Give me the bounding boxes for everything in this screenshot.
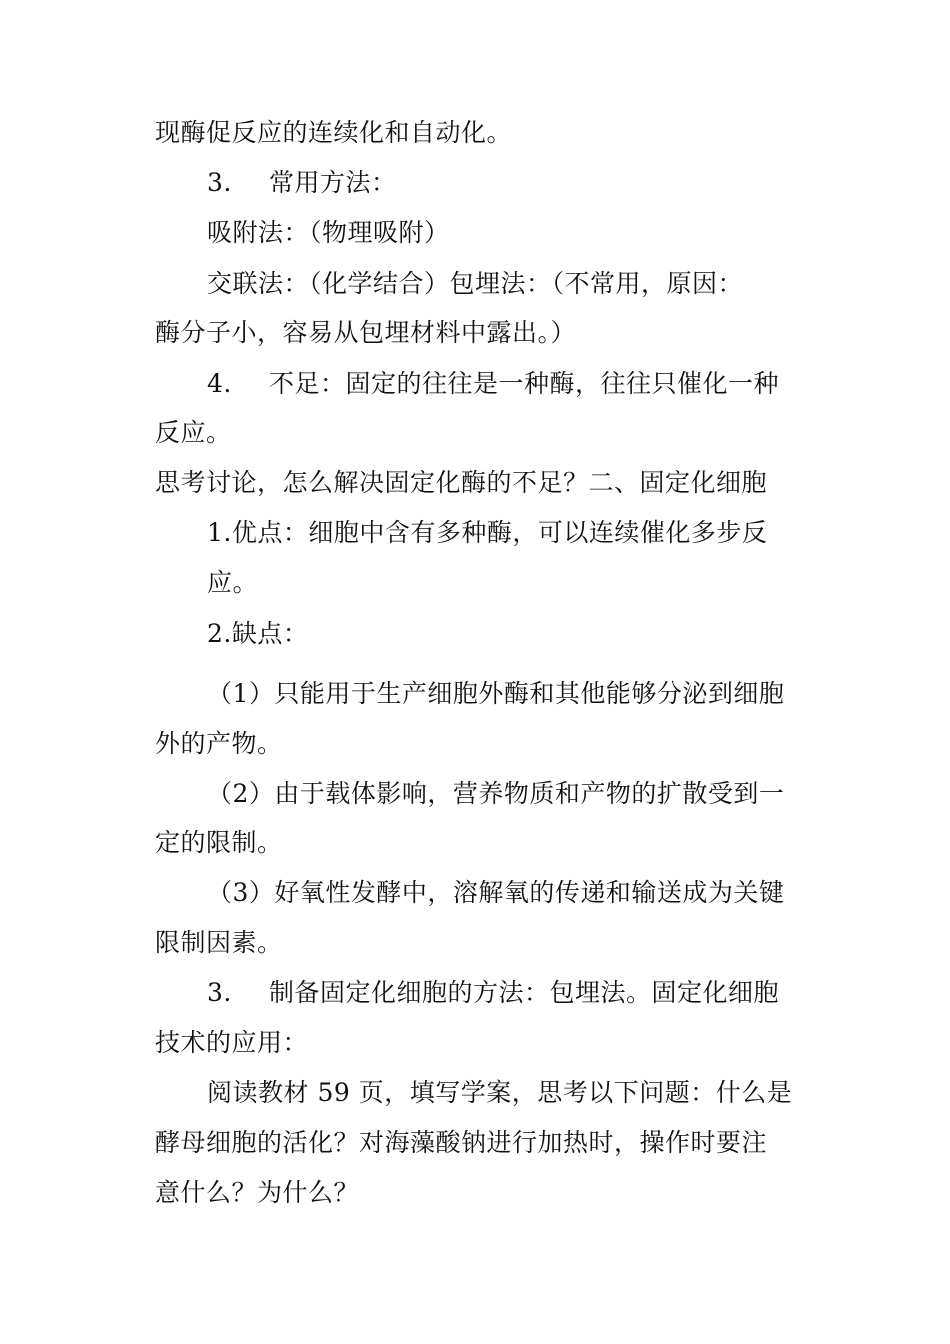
text-line: （2）由于载体影响，营养物质和产物的扩散受到一 xyxy=(207,779,785,808)
text-line: 意什么？为什么？ xyxy=(155,1178,360,1207)
line-number: 4. xyxy=(207,369,232,398)
line-text: 制备固定化细胞的方法：包埋法。固定化细胞 xyxy=(269,978,780,1007)
text-line: 交联法：（化学结合）包埋法：（不常用，原因： xyxy=(207,269,744,298)
text-line: 思考讨论，怎么解决固定化酶的不足？二、固定化细胞 xyxy=(155,468,768,497)
text-line: 吸附法：（物理吸附） xyxy=(207,218,450,247)
text-line: 1.优点：细胞中含有多种酶，可以连续催化多步反 xyxy=(207,518,768,547)
text-line: 定的限制。 xyxy=(155,828,283,857)
text-line: （1）只能用于生产细胞外酶和其他能够分泌到细胞 xyxy=(207,679,785,708)
line-number: 3. xyxy=(207,978,232,1007)
line-text: 不足：固定的往往是一种酶，往往只催化一种 xyxy=(269,369,780,398)
numbered-line xyxy=(207,978,779,1008)
text-line: （3）好氧性发酵中，溶解氧的传递和输送成为关键 xyxy=(207,878,785,907)
line-text: 常用方法： xyxy=(269,168,397,197)
text-line: 酵母细胞的活化？对海藻酸钠进行加热时，操作时要注 xyxy=(155,1128,768,1157)
text-line: 外的产物。 xyxy=(155,729,283,758)
text-line: 限制因素。 xyxy=(155,928,283,957)
text-line: 2.缺点： xyxy=(207,619,309,648)
text-line: 反应。 xyxy=(155,418,232,447)
numbered-line xyxy=(207,168,397,198)
text-line: 酶分子小，容易从包埋材料中露出。） xyxy=(155,318,577,347)
numbered-line xyxy=(207,369,779,399)
text-line: 现酶促反应的连续化和自动化。 xyxy=(155,118,513,147)
text-line: 技术的应用： xyxy=(155,1028,309,1057)
text-line: 应。 xyxy=(207,568,259,597)
text-line: 阅读教材 59 页，填写学案，思考以下问题：什么是 xyxy=(207,1078,793,1107)
line-number: 3. xyxy=(207,168,232,197)
